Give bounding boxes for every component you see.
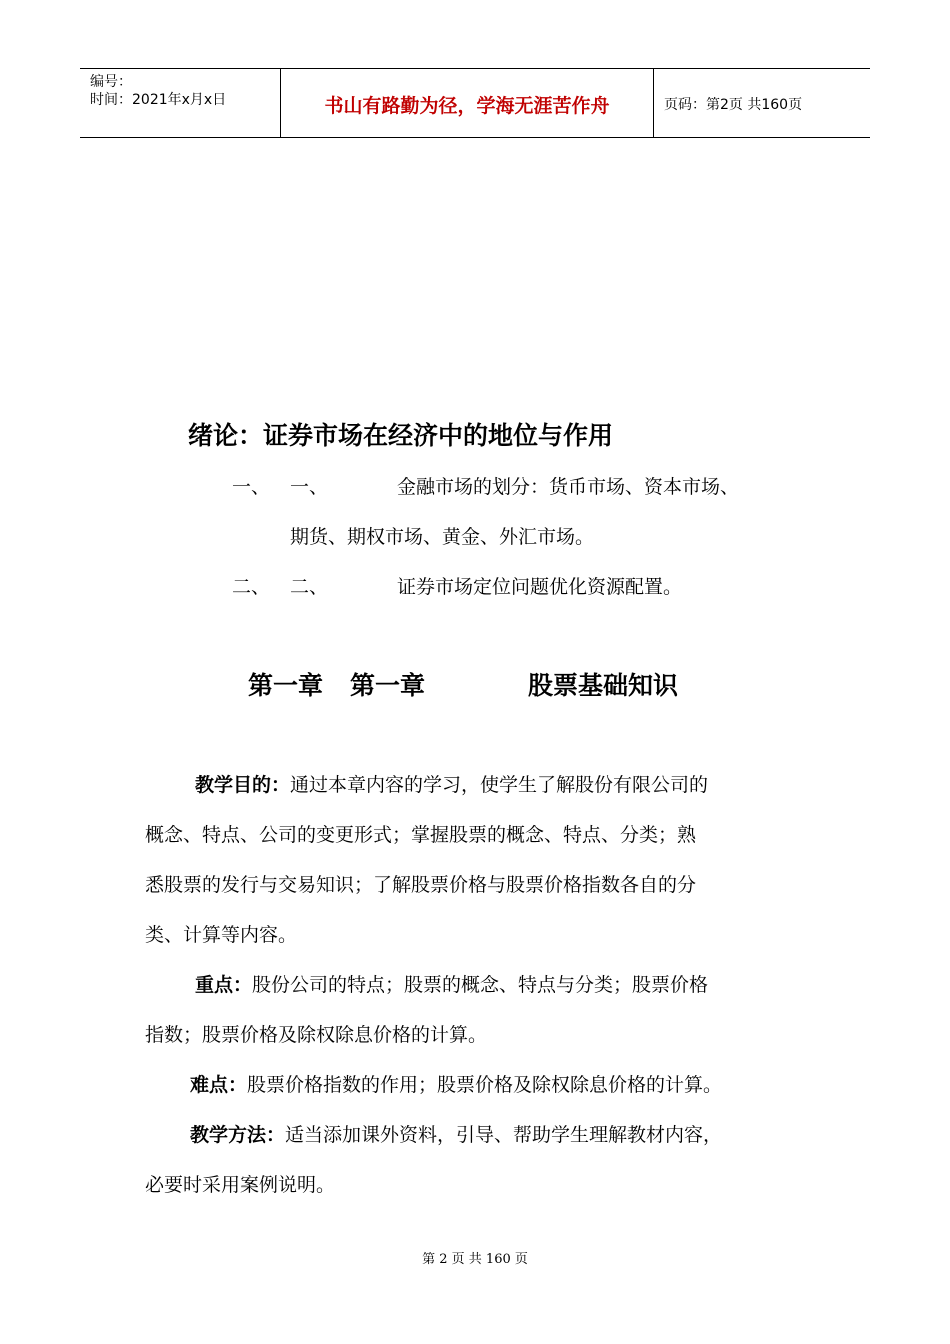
chapter-label-b: 第一章 (350, 671, 426, 700)
chapter-name: 股票基础知识 (528, 671, 679, 700)
goals-line2: 概念、特点、公司的变更形式；掌握股票的概念、特点、分类；熟 (145, 824, 697, 846)
key-points-line2: 指数；股票价格及除权除息价格的计算。 (145, 1024, 488, 1046)
intro-title: 绪论：证券市场在经济中的地位与作用 (188, 421, 614, 450)
methods-line2: 必要时采用案例说明。 (145, 1174, 336, 1196)
goals-line1 (195, 770, 708, 797)
item1-line1: 金融市场的划分：货币市场、资本市场、 (397, 476, 740, 498)
key-points-line1 (195, 970, 708, 997)
item2-number-a: 二、 (232, 576, 271, 598)
goals-line4: 类、计算等内容。 (145, 924, 298, 946)
code-label: 编号： (90, 74, 132, 90)
item2-text: 证券市场定位问题优化资源配置。 (397, 576, 683, 598)
methods-label: 教学方法： (190, 1124, 286, 1146)
chapter-label-a: 第一章 (248, 671, 324, 700)
date-label: 时间：2021年x月x日 (90, 92, 227, 108)
goals-line3: 悉股票的发行与交易知识；了解股票价格与股票价格指数各自的分 (145, 874, 697, 896)
header-meta (90, 73, 226, 109)
header-table (80, 68, 870, 138)
item1-number-a: 一、 (232, 476, 271, 498)
page-footer: 第 2 页 共 160 页 (422, 1252, 528, 1267)
difficulties-line (190, 1070, 722, 1097)
goals-label: 教学目的： (195, 774, 291, 796)
key-points-text: 股份公司的特点；股票的概念、特点与分类；股票价格 (252, 974, 709, 996)
header-page-info: 页码：第2页 共160页 (664, 97, 803, 113)
goals-text: 通过本章内容的学习，使学生了解股份有限公司的 (290, 774, 709, 796)
difficulties-text: 股票价格指数的作用；股票价格及除权除息价格的计算。 (247, 1074, 723, 1096)
item1-number-b: 一、 (290, 476, 329, 498)
difficulties-label: 难点： (190, 1074, 248, 1096)
header-divider (653, 69, 654, 137)
header-motto: 书山有路勤为径，学海无涯苦作舟 (324, 95, 610, 117)
item2-number-b: 二、 (290, 576, 329, 598)
key-points-label: 重点： (195, 974, 253, 996)
methods-line1 (190, 1120, 722, 1147)
item1-line2: 期货、期权市场、黄金、外汇市场。 (290, 526, 595, 548)
methods-text: 适当添加课外资料，引导、帮助学生理解教材内容， (285, 1124, 723, 1146)
